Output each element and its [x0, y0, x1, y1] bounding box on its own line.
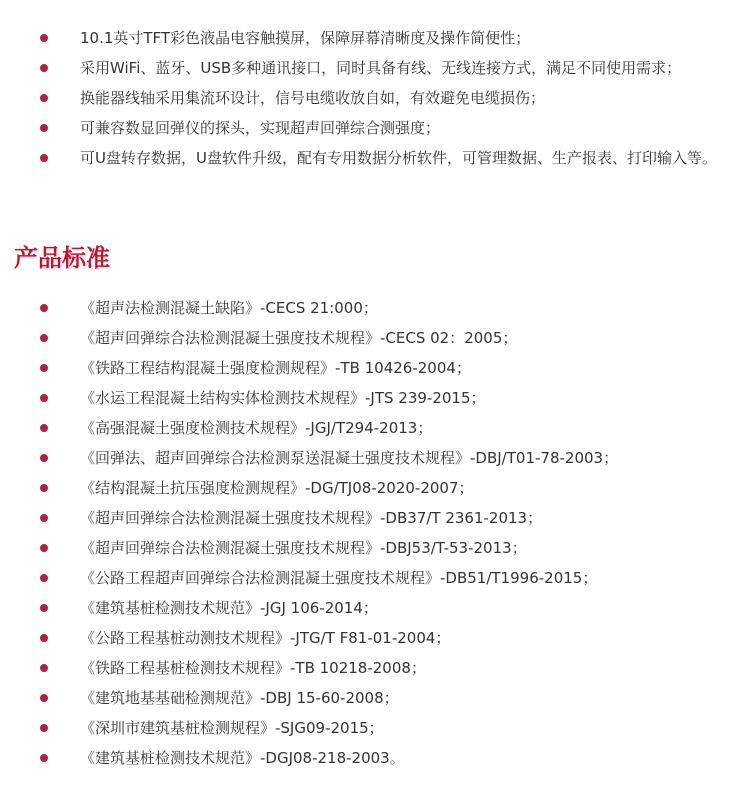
standard-text: 《建筑基桩检测技术规范》-JGJ 106-2014； [80, 599, 378, 617]
bullet-icon [40, 64, 48, 72]
feature-text: 10.1英寸TFT彩色液晶电容触摸屏，保障屏幕清晰度及操作简便性； [80, 29, 531, 47]
bullet-icon [40, 544, 48, 552]
list-item [0, 683, 750, 713]
standard-text: 《超声回弹综合法检测混凝土强度技术规程》-DB37/T 2361-2013； [80, 509, 543, 527]
standard-text: 《超声回弹综合法检测混凝土强度技术规程》-CECS 02：2005； [80, 329, 518, 347]
list-item [0, 533, 750, 563]
standard-text: 《公路工程超声回弹综合法检测混凝土强度技术规程》-DB51/T1996-2015； [80, 569, 598, 587]
bullet-icon [40, 664, 48, 672]
standard-text: 《超声回弹综合法检测混凝土强度技术规程》-DBJ53/T-53-2013； [80, 539, 527, 557]
list-item [0, 713, 750, 743]
bullet-icon [40, 754, 48, 762]
standard-text: 《水运工程混凝土结构实体检测技术规程》-JTS 239-2015； [80, 389, 486, 407]
list-item [0, 143, 750, 173]
feature-text: 可兼容数显回弹仪的探头，实现超声回弹综合测强度； [80, 119, 441, 137]
standard-text: 《公路工程基桩动测技术规程》-JTG/T F81-01-2004； [80, 629, 451, 647]
list-item [0, 413, 750, 443]
standard-text: 《深圳市建筑基桩检测规程》-SJG09-2015； [80, 719, 384, 737]
bullet-icon [40, 124, 48, 132]
standard-text: 《回弹法、超声回弹综合法检测泵送混凝土强度技术规程》-DBJ/T01-78-2003； [80, 449, 619, 467]
list-item [0, 293, 750, 323]
feature-text: 可U盘转存数据，U盘软件升级，配有专用数据分析软件，可管理数据、生产报表、打印输入等。 [80, 149, 717, 167]
list-item [0, 503, 750, 533]
standard-text: 《超声法检测混凝土缺陷》-CECS 21:000； [80, 299, 378, 317]
list-item [0, 593, 750, 623]
features-list [0, 23, 750, 173]
section-title: 产品标准 [14, 243, 110, 272]
bullet-icon [40, 154, 48, 162]
bullet-icon [40, 724, 48, 732]
bullet-icon [40, 364, 48, 372]
bullet-icon [40, 514, 48, 522]
bullet-icon [40, 94, 48, 102]
bullet-icon [40, 634, 48, 642]
list-item [0, 53, 750, 83]
list-item [0, 23, 750, 53]
bullet-icon [40, 304, 48, 312]
bullet-icon [40, 484, 48, 492]
list-item [0, 323, 750, 353]
list-item [0, 623, 750, 653]
bullet-icon [40, 694, 48, 702]
bullet-icon [40, 574, 48, 582]
bullet-icon [40, 454, 48, 462]
list-item [0, 443, 750, 473]
standard-text: 《高强混凝土强度检测技术规程》-JGJ/T294-2013； [80, 419, 433, 437]
list-item [0, 383, 750, 413]
bullet-icon [40, 394, 48, 402]
standards-list [0, 293, 750, 773]
standard-text: 《建筑基桩检测技术规范》-DGJ08-218-2003。 [80, 749, 405, 767]
bullet-icon [40, 604, 48, 612]
feature-text: 采用WiFi、蓝牙、USB多种通讯接口，同时具备有线、无线连接方式，满足不同使用需求； [80, 59, 682, 77]
list-item [0, 743, 750, 773]
bullet-icon [40, 424, 48, 432]
list-item [0, 83, 750, 113]
standard-text: 《铁路工程基桩检测技术规程》-TB 10218-2008； [80, 659, 426, 677]
bullet-icon [40, 334, 48, 342]
list-item [0, 563, 750, 593]
standard-text: 《铁路工程结构混凝土强度检测规程》-TB 10426-2004； [80, 359, 471, 377]
feature-text: 换能器线轴采用集流环设计，信号电缆收放自如，有效避免电缆损伤； [80, 89, 546, 107]
list-item [0, 353, 750, 383]
list-item [0, 113, 750, 143]
standard-text: 《建筑地基基础检测规范》-DBJ 15-60-2008； [80, 689, 399, 707]
list-item [0, 473, 750, 503]
standard-text: 《结构混凝土抗压强度检测规程》-DG/TJ08-2020-2007； [80, 479, 474, 497]
bullet-icon [40, 34, 48, 42]
list-item [0, 653, 750, 683]
